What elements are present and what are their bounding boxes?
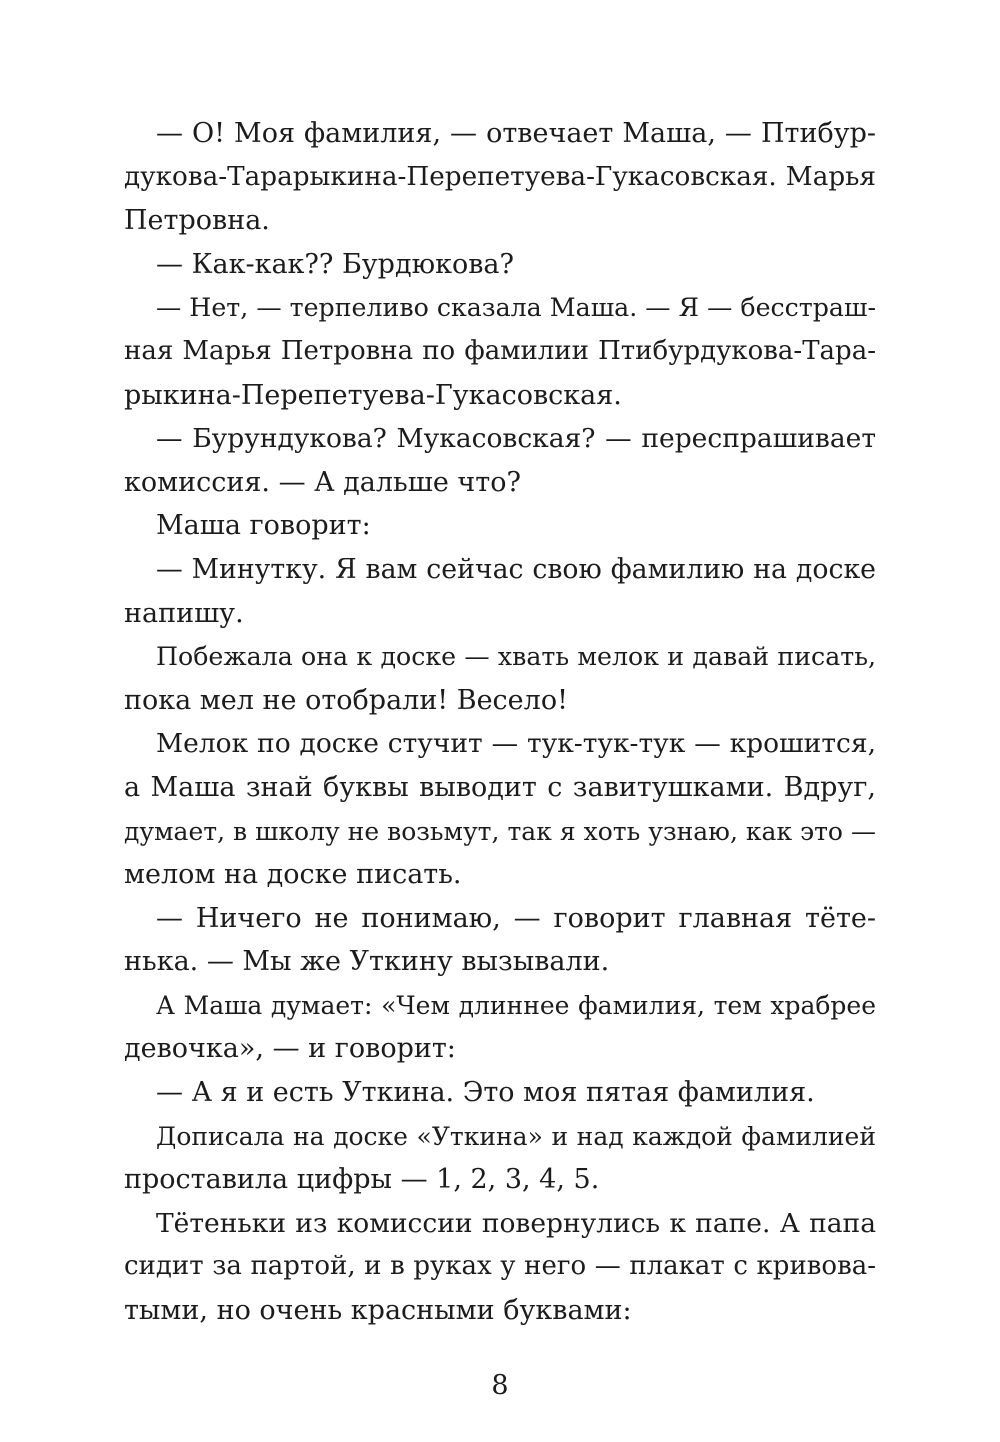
text-line: девочка», — и говорит: <box>124 1033 456 1065</box>
text-line: Маша говорит: <box>156 510 371 542</box>
text-line: проставила цифры — 1, 2, 3, 4, 5. <box>124 1164 600 1196</box>
text-line: Петровна. <box>124 205 270 237</box>
text-line: А Маша думает: «Чем длиннее фамилия, тем храбрее <box>156 990 876 1020</box>
text-line: Дописала на доске «Уткина» и над каждой фамилией <box>156 1121 876 1151</box>
text-line: сидит за партой, и в руках у него — плакат с кривова- <box>124 1251 876 1282</box>
text-line: рыкина-Перепетуева-Гукасовская. <box>124 379 622 411</box>
text-line: думает, в школу не возьмут, так я хоть узнаю, как это — <box>124 816 876 846</box>
text-line: Побежала она к доске — хвать мелок и давай писать, <box>156 642 876 672</box>
page-number: 8 <box>491 1370 509 1401</box>
text-line: пока мел не отобрали! Весело! <box>124 684 568 716</box>
text-line: — Нет, — терпеливо сказала Маша. — Я — бесстраш- <box>156 293 876 323</box>
text-line: Тётеньки из комиссии повернулись к папе. А папа <box>156 1207 876 1239</box>
text-line: ная Марья Петровна по фамилии Птибурдукова-Тара- <box>124 335 876 366</box>
text-line: Мелок по доске стучит — тук-тук-тук — крошится, <box>156 728 876 760</box>
text-line: — Ничего не понимаю, — говорит главная тёте- <box>156 902 876 934</box>
page-body-text <box>124 112 876 1333</box>
text-line: дукова-Тарарыкина-Перепетуева-Гукасовская. Марья <box>124 161 876 192</box>
text-line: — Минутку. Я вам сейчас свою фамилию на доске <box>156 553 876 585</box>
text-line: — Бурундукова? Мукасовская? — переспрашивает <box>156 423 876 455</box>
text-line: комиссия. — А дальше что? <box>124 466 521 498</box>
text-line: — О! Моя фамилия, — отвечает Маша, — Птибур- <box>156 118 876 149</box>
text-line: а Маша знай буквы выводит с завитушками. Вдруг, <box>124 771 876 803</box>
text-line: тыми, но очень красными буквами: <box>124 1295 632 1327</box>
text-line: — Как-как?? Бурдюкова? <box>156 248 515 280</box>
text-line: — А я и есть Уткина. Это моя пятая фамилия. <box>156 1077 815 1109</box>
text-line: напишу. <box>124 597 244 629</box>
text-line: нька. — Мы же Уткину вызывали. <box>124 946 610 978</box>
text-line: мелом на доске писать. <box>124 859 462 891</box>
